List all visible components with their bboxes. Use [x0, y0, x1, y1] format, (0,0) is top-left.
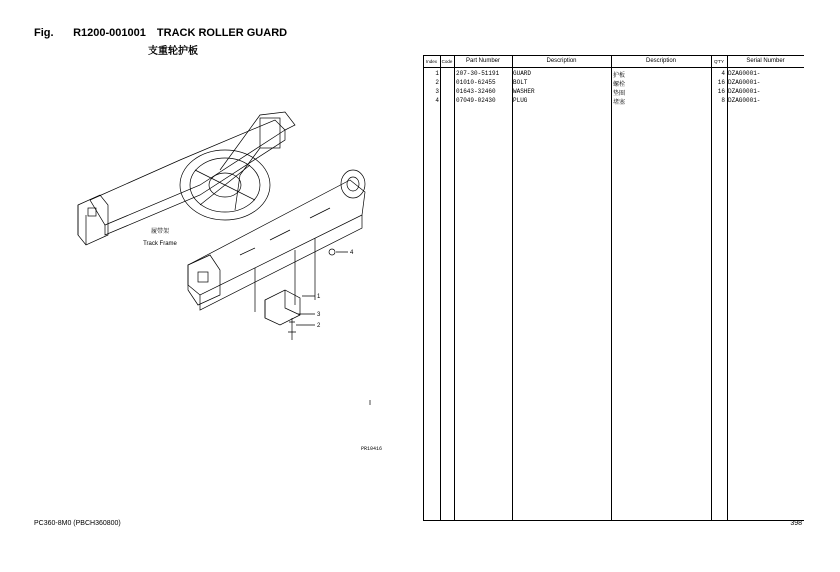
callout-4: 4 [350, 250, 354, 256]
cell-part-number: 01643-32460 [456, 88, 496, 95]
page-title: TRACK ROLLER GUARD [156, 27, 288, 39]
cell-index: 3 [435, 88, 439, 95]
cell-index: 2 [435, 79, 439, 86]
table-row [423, 97, 804, 106]
frame-label-en: Track Frame [143, 241, 177, 247]
table-row [423, 70, 804, 79]
col-divider [423, 56, 424, 520]
cell-qty: 4 [721, 70, 725, 77]
cell-qty: 16 [717, 79, 725, 86]
cell-part-number: 207-30-51191 [456, 70, 500, 77]
col-divider [440, 56, 441, 520]
header-description-cn: Description [645, 58, 676, 64]
header-index: Index [425, 59, 437, 64]
cell-serial: DZAG0001- [728, 79, 761, 86]
cell-description-cn: 螺栓 [613, 81, 626, 88]
cell-qty: 16 [717, 88, 725, 95]
table-row [423, 88, 804, 97]
callout-2: 2 [317, 323, 321, 329]
col-divider [512, 56, 513, 520]
header-code: Code [441, 59, 453, 64]
cell-part-number: 01010-62455 [456, 79, 496, 86]
header-qty: Q'TY [713, 59, 725, 64]
page-number: 398 [790, 520, 802, 527]
cell-description-en: GUARD [513, 70, 532, 77]
figure-header [34, 27, 287, 39]
header-rule [423, 67, 804, 68]
cell-part-number: 07049-02430 [456, 97, 496, 104]
cell-qty: 8 [721, 97, 725, 104]
track-frame-diagram [60, 100, 400, 460]
callout-3: 3 [317, 312, 321, 318]
callout-1: 1 [317, 294, 321, 300]
col-divider [611, 56, 612, 520]
cell-serial: DZAG0001- [728, 70, 761, 77]
cell-index: 4 [435, 97, 439, 104]
header-part-number: Part Number [465, 58, 500, 64]
cell-index: 1 [435, 70, 439, 77]
cell-description-cn: 护板 [613, 72, 626, 79]
col-divider [727, 56, 728, 520]
fig-label: Fig. [34, 27, 54, 39]
parts-table [423, 55, 804, 521]
frame-label-cn: 履带架 [150, 229, 170, 235]
cell-description-en: WASHER [513, 88, 535, 95]
cell-serial: DZAG0001- [728, 88, 761, 95]
col-divider [711, 56, 712, 520]
footer-model: PC360-8M0 (PBCH360800) [34, 520, 121, 527]
cell-description-en: PLUG [513, 97, 528, 104]
picture-code: PR10416 [361, 446, 383, 452]
header-description-en: Description [546, 58, 577, 64]
cell-description-cn: 堵塞 [613, 99, 626, 106]
col-divider [454, 56, 455, 520]
header-serial: Serial Number [746, 58, 785, 64]
cell-serial: DZAG0001- [728, 97, 761, 104]
cell-description-en: BOLT [513, 79, 528, 86]
cell-description-cn: 垫圈 [613, 90, 626, 97]
page-subtitle: 支重轮护板 [148, 46, 198, 57]
table-row [423, 79, 804, 88]
fig-code: R1200-001001 [73, 27, 146, 39]
